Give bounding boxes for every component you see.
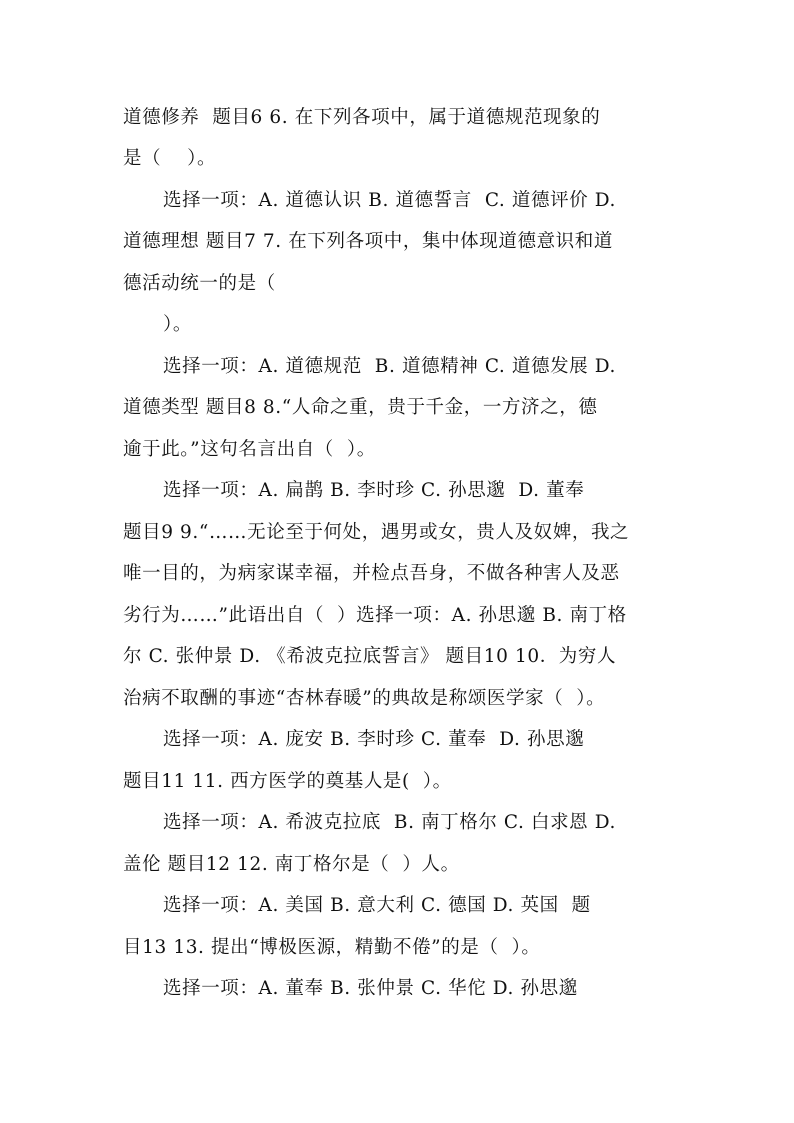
- text-line: 盖伦 题目12 12. 南丁格尔是（ ）人。: [123, 854, 460, 875]
- text-line: 选择一项：A. 道德认识 B. 道德誓言 C. 道德评价 D.: [163, 190, 617, 211]
- text-line: 逾于此。”这句名言出自（ ）。: [123, 439, 376, 460]
- text-line: 选择一项：A. 扁鹊 B. 李时珍 C. 孙思邈 D. 董奉: [163, 480, 585, 501]
- text-line: 是（ ）。: [123, 148, 217, 169]
- text-line: 道德修养 题目6 6. 在下列各项中，属于道德规范现象的: [123, 107, 601, 128]
- text-line: 道德理想 题目7 7. 在下列各项中，集中体现道德意识和道: [123, 231, 613, 252]
- text-line: 劣行为……”此语出自（ ）选择一项：A. 孙思邈 B. 南丁格: [123, 605, 627, 626]
- text-line: 德活动统一的是（: [123, 273, 276, 294]
- text-line: 唯一目的，为病家谋幸福，并检点吾身，不做各种害人及恶: [123, 563, 620, 584]
- text-line: 题目11 11. 西方医学的奠基人是( ）。: [123, 771, 452, 792]
- text-line: 选择一项：A. 美国 B. 意大利 C. 德国 D. 英国 题: [163, 895, 591, 916]
- text-line: 选择一项：A. 庞安 B. 李时珍 C. 董奉 D. 孙思邈: [163, 729, 585, 750]
- text-line: 尔 C. 张仲景 D. 《希波克拉底誓言》 题目10 10．为穷人: [123, 646, 617, 667]
- text-line: ）。: [163, 314, 192, 335]
- text-line: 选择一项：A. 董奉 B. 张仲景 C. 华佗 D. 孙思邈: [163, 978, 578, 999]
- text-line: 道德类型 题目8 8.“人命之重，贵于千金，一方济之，德: [123, 397, 598, 418]
- text-line: 目13 13. 提出“博极医源，精勤不倦”的是（ ）。: [123, 937, 541, 958]
- text-line: 选择一项：A. 道德规范 B. 道德精神 C. 道德发展 D.: [163, 356, 617, 377]
- text-line: 治病不取酬的事迹“杏林春暖”的典故是称颂医学家（ ）。: [123, 688, 606, 709]
- text-line: 题目9 9.“……无论至于何处，遇男或女，贵人及奴婢，我之: [123, 522, 630, 543]
- text-line: 选择一项：A. 希波克拉底 B. 南丁格尔 C. 白求恩 D.: [163, 812, 617, 833]
